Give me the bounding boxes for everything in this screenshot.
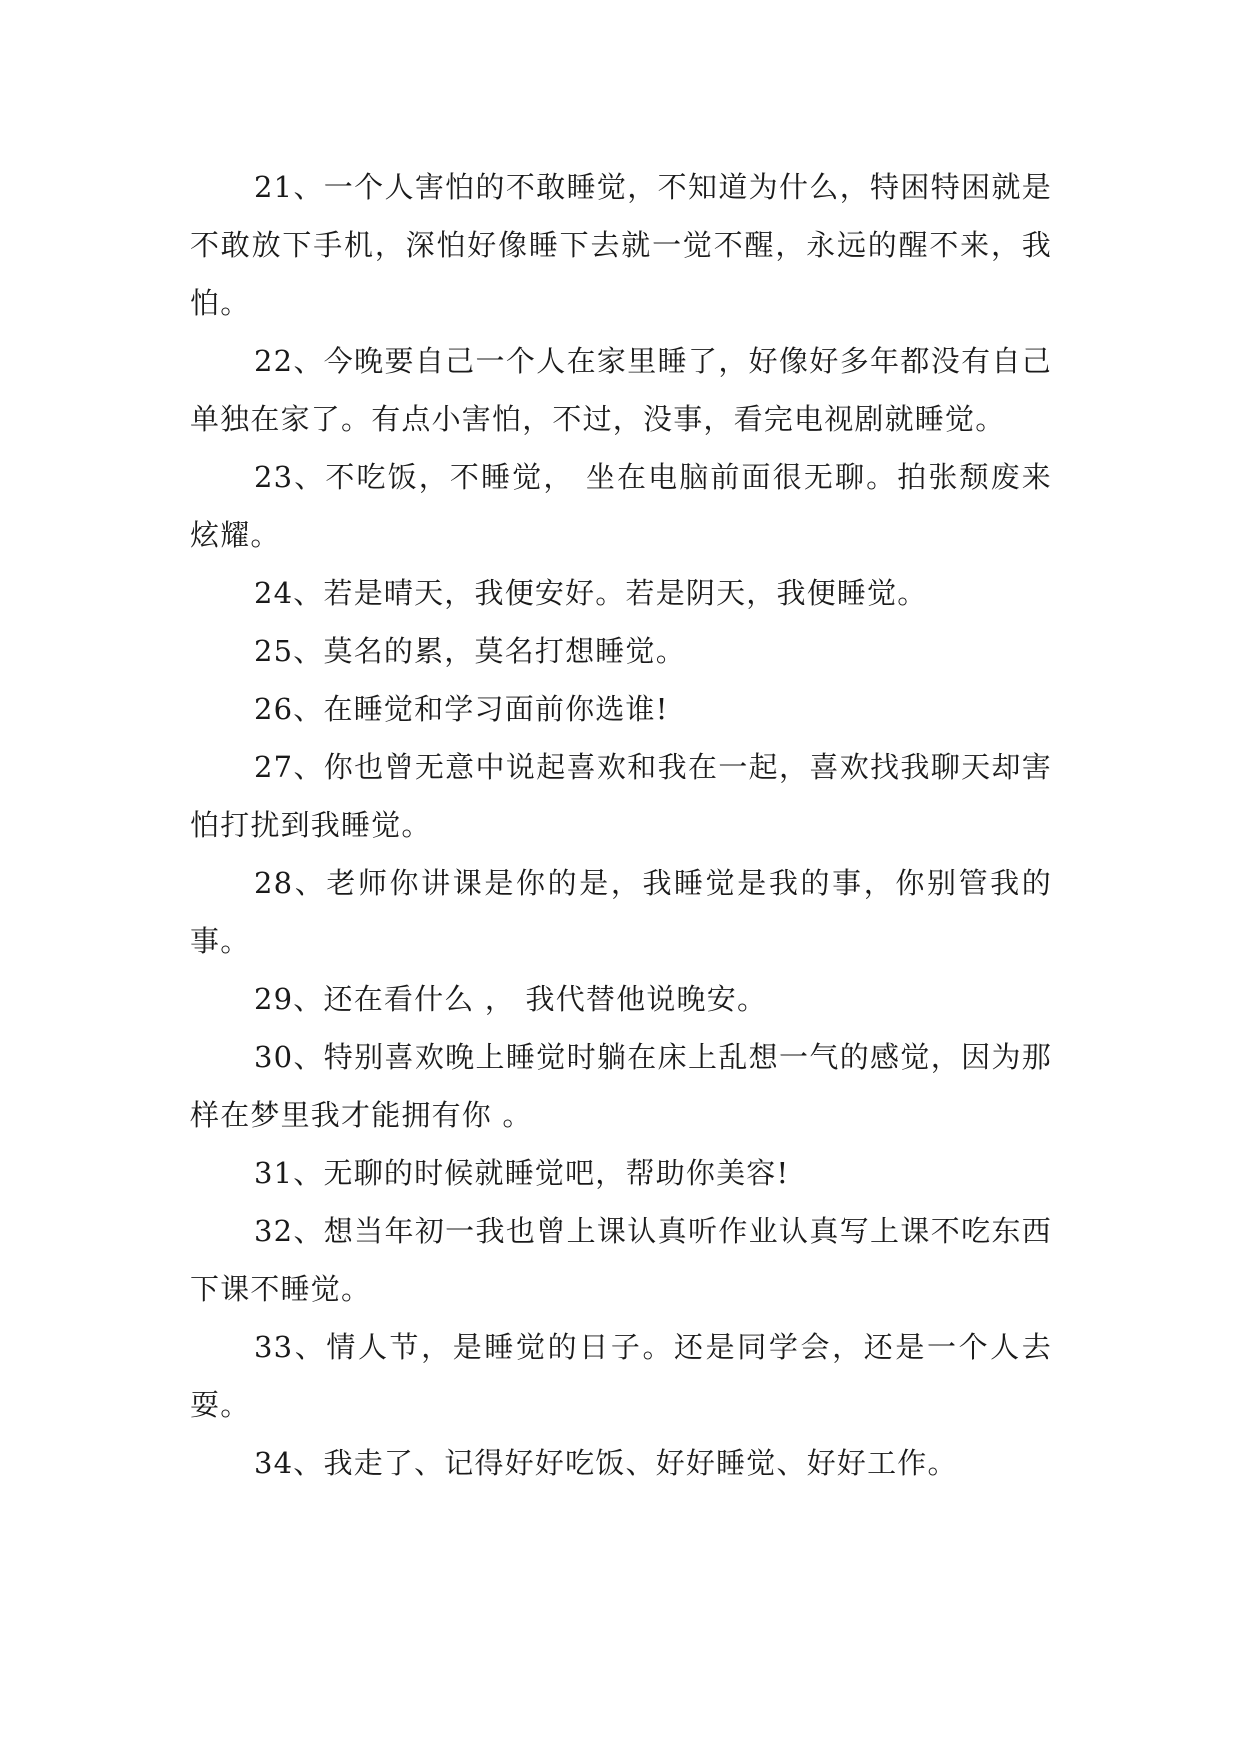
- paragraph-24: 24、若是晴天，我便安好。若是阴天，我便睡觉。: [254, 576, 928, 610]
- paragraph-31: 31、无聊的时候就睡觉吧，帮助你美容!: [254, 1156, 790, 1190]
- paragraph-33: 33、情人节，是睡觉的日子。还是同学会，还是一个人去耍。: [190, 1330, 1052, 1422]
- paragraph-28: 28、老师你讲课是你的是，我睡觉是我的事，你别管我的事。: [190, 866, 1052, 958]
- paragraph-22: 22、今晚要自己一个人在家里睡了，好像好多年都没有自己单独在家了。有点小害怕，不过，没事，看完电视剧就睡觉。: [190, 344, 1052, 436]
- paragraph-30: 30、特别喜欢晚上睡觉时躺在床上乱想一气的感觉，因为那样在梦里我才能拥有你 。: [190, 1040, 1052, 1132]
- paragraph-34: 34、我走了、记得好好吃饭、好好睡觉、好好工作。: [254, 1446, 958, 1480]
- paragraph-32: 32、想当年初一我也曾上课认真听作业认真写上课不吃东西下课不睡觉。: [190, 1214, 1052, 1306]
- document-body: [190, 158, 1052, 1492]
- paragraph-25: 25、莫名的累，莫名打想睡觉。: [254, 634, 686, 668]
- paragraph-21: 21、一个人害怕的不敢睡觉，不知道为什么，特困特困就是不敢放下手机，深怕好像睡下去就一觉不醒，永远的醒不来，我怕。: [190, 170, 1052, 320]
- paragraph-27: 27、你也曾无意中说起喜欢和我在一起，喜欢找我聊天却害怕打扰到我睡觉。: [190, 750, 1052, 842]
- paragraph-23: 23、不吃饭，不睡觉， 坐在电脑前面很无聊。拍张颓废来炫耀。: [190, 460, 1052, 552]
- paragraph-29: 29、还在看什么 ， 我代替他说晚安。: [254, 982, 768, 1016]
- paragraph-26: 26、在睡觉和学习面前你选谁!: [254, 692, 669, 726]
